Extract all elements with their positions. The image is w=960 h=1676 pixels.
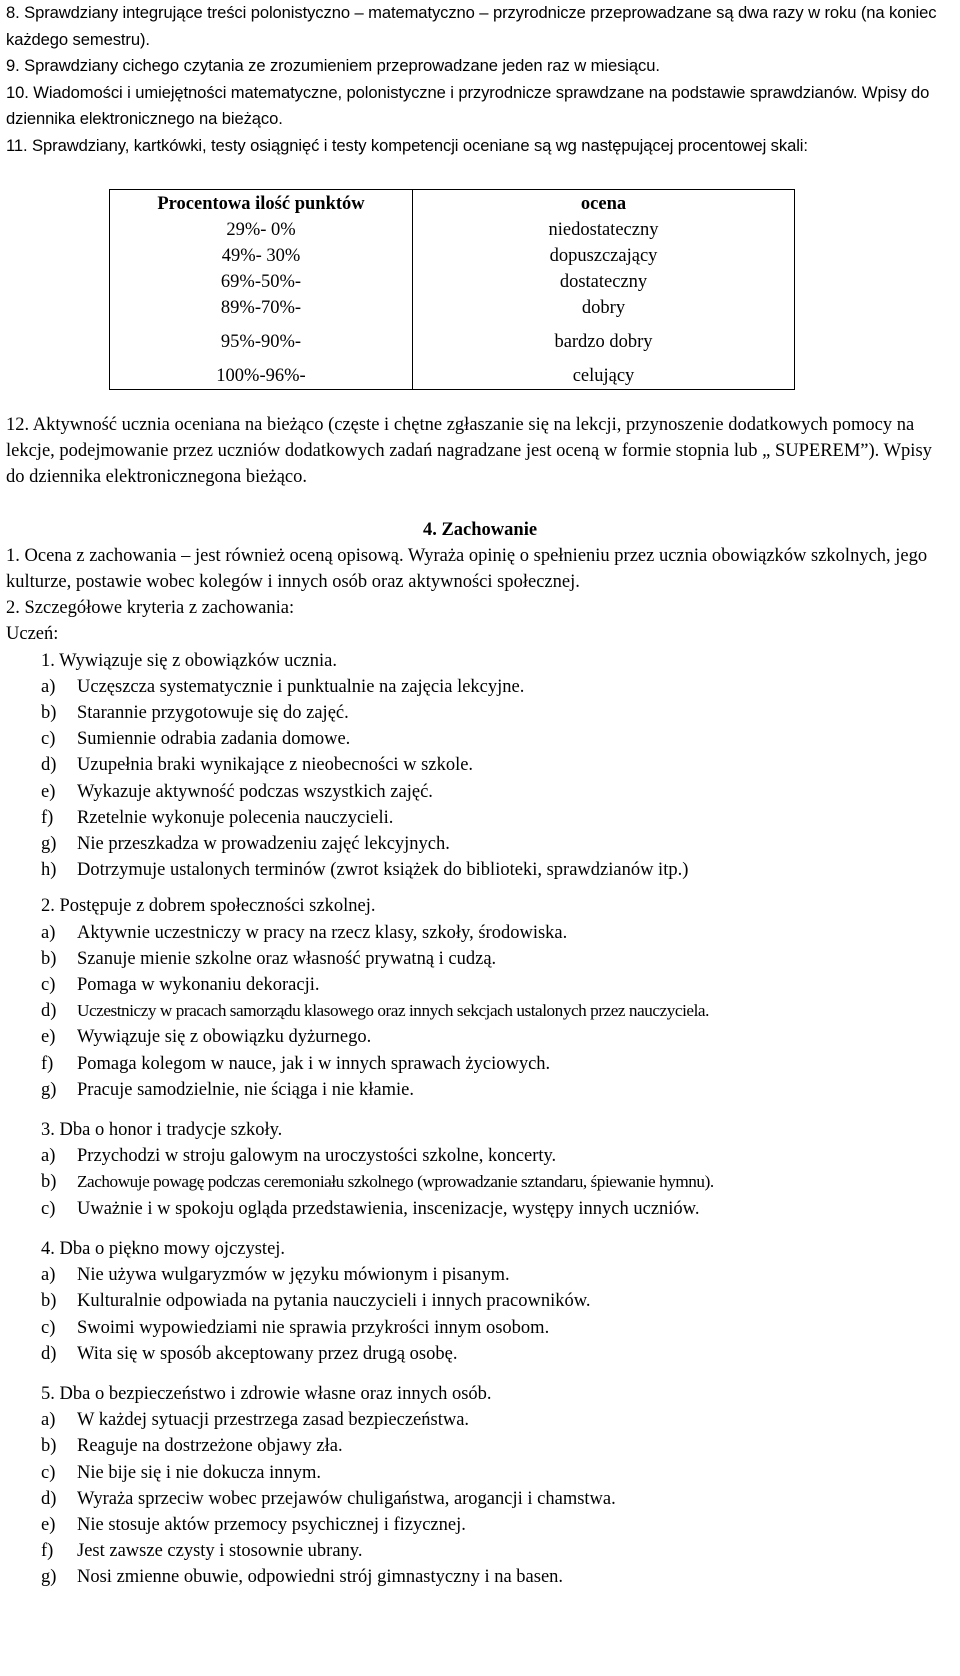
list-item [6,1262,954,1288]
list-item [6,857,954,883]
list-item [6,1024,954,1050]
item-label: e) [41,1027,56,1048]
list-item [6,972,954,998]
item-text: Szanuje mienie szkolne oraz własność prywatną i cudzą. [77,948,497,969]
item-label: a) [41,1410,56,1431]
item-label: d) [41,755,57,776]
item-text: Wywiązuje się z obowiązku dyżurnego. [77,1027,372,1048]
item-text: Nie bije się i nie dokucza innym. [77,1462,322,1483]
behavior-paragraph-1: 1. Ocena z zachowania – jest również oceną opisową. Wyraża opinię o spełnieniu przez ucznia obowiązków szkolnych, jego kulturze, postawie wobec kolegów i innych osób oraz aktywności społecznej. [6,545,928,593]
intro-section [6,0,954,159]
criteria-group-3 [6,1117,954,1222]
paragraph-10: 10. Wiadomości i umiejętności matematyczne, polonistyczne i przyrodnicze sprawdzane na podstawie sprawdzianów. Wpisy do dziennika elektronicznego na bieżąco. [6,82,930,128]
group-title: 1. Wywiązuje się z obowiązków ucznia. [41,650,337,671]
cell-grade: dobry [413,295,795,321]
header-percent: Procentowa ilość punktów [110,190,413,218]
cell-grade: niedostateczny [413,217,795,243]
table-row [110,243,795,269]
list-item [6,1315,954,1341]
list-item [6,1486,954,1512]
cell-percent: 29%- 0% [110,217,413,243]
table-row [110,363,795,390]
item-label: f) [41,1541,54,1562]
list-item [6,1341,954,1367]
item-text: Kulturalnie odpowiada na pytania nauczycieli i innych pracowników. [77,1291,591,1312]
item-label: c) [41,1462,56,1483]
criteria-group-2 [6,893,954,1103]
item-text: Wita się w sposób akceptowany przez drugą osobę. [77,1343,458,1364]
item-label: b) [41,703,57,724]
group-title: 3. Dba o honor i tradycje szkoły. [41,1120,283,1141]
criteria-group-5 [6,1381,954,1591]
item-label: e) [41,1514,56,1535]
header-grade: ocena [413,190,795,218]
table-row [110,321,795,363]
behavior-paragraph-2: 2. Szczegółowe kryteria z zachowania: [6,598,295,619]
list-item [6,752,954,778]
uczen-label: Uczeń: [6,624,59,645]
item-text: Przychodzi w stroju galowym na uroczystości szkolne, koncerty. [77,1146,557,1167]
item-label: b) [41,1291,57,1312]
list-item [6,920,954,946]
item-text: Zachowuje powagę podczas ceremoniału szkolnego (wprowadzanie sztandaru, śpiewanie hymnu). [77,1172,714,1192]
cell-percent: 95%-90%- [110,321,413,363]
item-label: c) [41,729,56,750]
table-row [110,295,795,321]
item-label: g) [41,834,57,855]
list-item [6,805,954,831]
list-item [6,1407,954,1433]
item-label: b) [41,948,57,969]
list-item [6,1512,954,1538]
item-label: a) [41,1146,56,1167]
item-text: Sumiennie odrabia zadania domowe. [77,729,351,750]
list-item [6,779,954,805]
item-text: Pomaga kolegom w nauce, jak i w innych sprawach życiowych. [77,1053,551,1074]
item-label: g) [41,1567,57,1588]
item-label: b) [41,1172,57,1193]
list-item [6,831,954,857]
paragraph-11: 11. Sprawdziany, kartkówki, testy osiągnięć i testy kompetencji oceniane są wg następującej procentowej skali: [6,135,808,155]
item-text: Pomaga w wykonaniu dekoracji. [77,975,320,996]
item-text: Starannie przygotowuje się do zajęć. [77,703,349,724]
group-title: 4. Dba o piękno mowy ojczystej. [41,1238,286,1259]
item-label: a) [41,676,56,697]
item-label: g) [41,1079,57,1100]
cell-percent: 100%-96%- [110,363,413,390]
item-label: a) [41,922,56,943]
item-label: a) [41,1265,56,1286]
item-text: Reaguje na dostrzeżone objawy zła. [77,1436,343,1457]
list-item [6,726,954,752]
item-label: d) [41,1488,57,1509]
grade-scale-table [109,189,795,390]
item-text: Pracuje samodzielnie, nie ściąga i nie kłamie. [77,1079,414,1100]
section-4-title: 4. Zachowanie [422,519,538,540]
item-text: Jest zawsze czysty i stosownie ubrany. [77,1541,363,1562]
item-label: f) [41,807,54,828]
item-label: f) [41,1053,54,1074]
item-label: d) [41,1343,57,1364]
item-text: Nie używa wulgaryzmów w języku mówionym i pisanym. [77,1265,510,1286]
item-text: Dotrzymuje ustalonych terminów (zwrot książek do biblioteki, sprawdzianów itp.) [77,860,689,881]
item-text: Rzetelnie wykonuje polecenia nauczycieli. [77,807,394,828]
item-text: Wyraża sprzeciw wobec przejawów chuligaństwa, arogancji i chamstwa. [77,1488,616,1509]
paragraph-8: 8. Sprawdziany integrujące treści polonistyczno – matematyczno – przyrodnicze przeprowadzane są dwa razy w roku (na koniec każdego semestru). [6,3,937,49]
item-text: Wykazuje aktywność podczas wszystkich zajęć. [77,781,433,802]
list-item [6,674,954,700]
list-item [6,1288,954,1314]
item-text: Uczęszcza systematycznie i punktualnie na zajęcia lekcyjne. [77,676,525,697]
list-item [6,1564,954,1590]
list-item [6,1538,954,1564]
cell-grade: dopuszczający [413,243,795,269]
table-row [110,269,795,295]
item-label: c) [41,975,56,996]
item-text: W każdej sytuacji przestrzega zasad bezpieczeństwa. [77,1410,470,1431]
list-item [6,1196,954,1222]
item-text: Nie stosuje aktów przemocy psychicznej i fizycznej. [77,1514,466,1535]
item-text: Uważnie i w spokoju ogląda przedstawienia, inscenizacje, występy innych uczniów. [77,1198,700,1219]
item-text: Aktywnie uczestniczy w pracy na rzecz klasy, szkoły, środowiska. [77,922,568,943]
list-item [6,946,954,972]
list-item [6,1169,954,1195]
paragraph-9: 9. Sprawdziany cichego czytania ze zrozumieniem przeprowadzane jeden raz w miesiącu. [6,56,660,75]
item-label: d) [41,1001,57,1022]
paragraph-12: 12. Aktywność ucznia oceniana na bieżąco (częste i chętne zgłaszanie się na lekcji, przynoszenie dodatkowych pomocy na lekcje, podejmowanie przez uczniów dodatkowych zadań nagradzane jest oceną w formie stopnia lub „ SUPEREM”). Wpisy do dziennika elektronicznegona bieżąco. [6,415,932,488]
cell-grade: celujący [413,363,795,390]
item-label: c) [41,1198,56,1219]
item-text: Uzupełnia braki wynikające z nieobecności w szkole. [77,755,474,776]
list-item [6,998,954,1024]
list-item [6,1143,954,1169]
criteria-group-1 [6,648,954,884]
table-header-row [110,190,795,218]
item-label: c) [41,1317,56,1338]
list-item [6,1051,954,1077]
item-text: Nie przeszkadza w prowadzeniu zajęć lekcyjnych. [77,834,450,855]
cell-percent: 89%-70%- [110,295,413,321]
criteria-group-4 [6,1236,954,1367]
item-text: Nosi zmienne obuwie, odpowiedni strój gimnastyczny i na basen. [77,1567,564,1588]
table-row [110,217,795,243]
list-item [6,1077,954,1103]
list-item [6,1433,954,1459]
cell-grade: dostateczny [413,269,795,295]
item-text: Swoimi wypowiedziami nie sprawia przykrości innym osobom. [77,1317,550,1338]
item-label: h) [41,860,57,881]
list-item [6,700,954,726]
list-item [6,1460,954,1486]
cell-percent: 69%-50%- [110,269,413,295]
item-text: Uczestniczy w pracach samorządu klasowego oraz innych sekcjach ustalonych przez nauczyciela. [77,1001,709,1021]
cell-percent: 49%- 30% [110,243,413,269]
cell-grade: bardzo dobry [413,321,795,363]
item-label: b) [41,1436,57,1457]
group-title: 2. Postępuje z dobrem społeczności szkolnej. [41,896,376,917]
group-title: 5. Dba o bezpieczeństwo i zdrowie własne oraz innych osób. [41,1383,492,1404]
item-label: e) [41,781,56,802]
